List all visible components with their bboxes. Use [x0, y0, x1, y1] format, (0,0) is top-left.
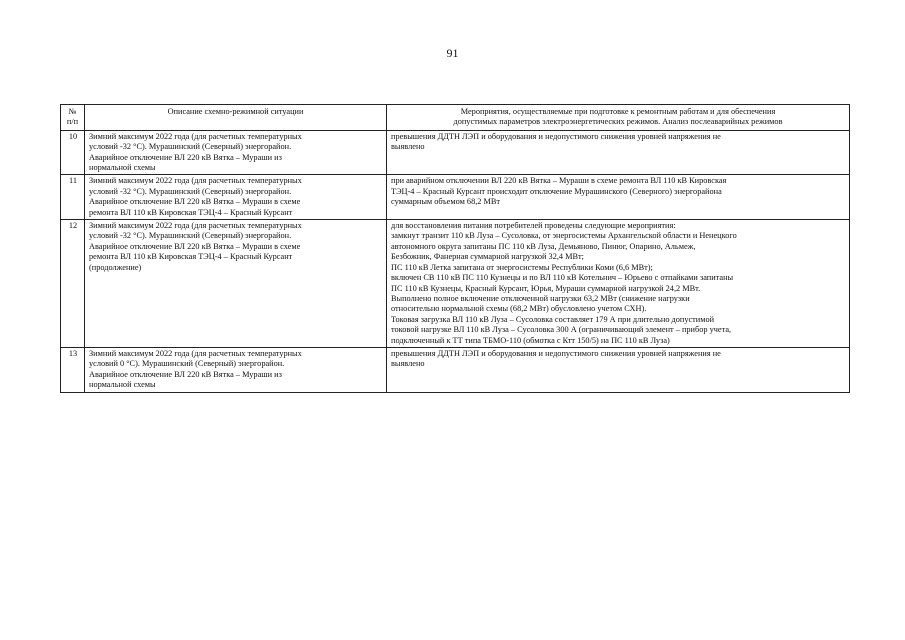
measures-line: подключенный к ТТ типа ТБМО-110 (обмотка с Ктт 150/5) на ПС 110 кВ Луза) — [391, 335, 670, 345]
table-row — [61, 130, 850, 175]
measures-line: ПС 110 кВ Летка запитана от энергосистемы Республики Коми (6,6 МВт); — [391, 262, 653, 272]
description-line: (продолжение) — [89, 262, 142, 272]
table-row — [61, 347, 850, 392]
description-line: ремонта ВЛ 110 кВ Кировская ТЭЦ-4 – Красный Курсант — [89, 207, 293, 217]
table-body — [61, 130, 850, 392]
table-row — [61, 175, 850, 220]
measures-line: включен СВ 110 кВ ПС 110 Кузнецы и по ВЛ 110 кВ Котельнич – Юрьево с отпайками запитаны — [391, 273, 734, 283]
measures-line: выявлено — [391, 142, 425, 152]
header-measures-line-2: допустимых параметров электроэнергетических режимов. Анализ послеаварийных режимов — [453, 117, 783, 127]
measures-line: для восстановления питания потребителей проведены следующие мероприятия: — [391, 221, 676, 231]
row-number: 10 — [61, 130, 85, 175]
description-line: условий -32 °С). Мурашинский (Северный) энергорайон. — [89, 231, 292, 241]
description-line: ремонта ВЛ 110 кВ Кировская ТЭЦ-4 – Красный Курсант — [89, 252, 293, 262]
situation-description — [85, 220, 387, 348]
table-header-row — [61, 105, 850, 131]
measures-line: при аварийном отключении ВЛ 220 кВ Вятка – Мураши в схеме ремонта ВЛ 110 кВ Кировская — [391, 176, 727, 186]
description-line: Аварийное отключение ВЛ 220 кВ Вятка – Мураши в схеме — [89, 197, 301, 207]
description-line: Зимний максимум 2022 года (для расчетных температурных — [89, 348, 302, 358]
measures-line: Токовая загрузка ВЛ 110 кВ Луза – Сусоловка составляет 179 А при длительно допустимой — [391, 314, 715, 324]
header-num-line-1: № — [68, 107, 77, 116]
situation-description — [85, 347, 387, 392]
measures-cell — [387, 175, 850, 220]
description-line: нормальной схемы — [89, 163, 156, 173]
table-row — [61, 220, 850, 348]
description-line: Аварийное отключение ВЛ 220 кВ Вятка – Мураши из — [89, 152, 282, 162]
measures-line: относительно нормальной схемы (68,2 МВт) обусловлено учетом СХН). — [391, 304, 647, 314]
measures-line: замкнут транзит 110 кВ Луза – Сусоловка, от энергосистемы Архангельской области и Ненецкого — [391, 231, 737, 241]
measures-cell — [387, 130, 850, 175]
header-num-line-2: п/п — [66, 117, 79, 127]
header-description-text: Описание схемно-режимной ситуации — [167, 107, 304, 116]
measures-line: Безбожник, Фанерная суммарной нагрузкой 32,4 МВт; — [391, 252, 584, 262]
description-line: Зимний максимум 2022 года (для расчетных температурных — [89, 131, 302, 141]
header-description — [85, 105, 387, 131]
header-measures — [387, 105, 850, 131]
row-number: 11 — [61, 175, 85, 220]
header-num — [61, 105, 85, 131]
measures-line: превышения ДДТН ЛЭП и оборудования и недопустимого снижения уровней напряжения не — [391, 348, 721, 358]
situation-description — [85, 175, 387, 220]
description-line: условий 0 °С). Мурашинский (Северный) энергорайон. — [89, 359, 285, 369]
measures-line: суммарным объемом 68,2 МВт — [391, 197, 501, 207]
measures-line: ПС 110 кВ Кузнецы, Красный Курсант, Юрья, Мураши суммарной нагрузкой 24,2 МВт. — [391, 283, 701, 293]
description-line: Зимний максимум 2022 года (для расчетных температурных — [89, 176, 302, 186]
page-number: 91 — [446, 46, 459, 60]
measures-line: ТЭЦ-4 – Красный Курсант происходит отключение Мурашинского (Северного) энергорайона — [391, 186, 722, 196]
description-line: нормальной схемы — [89, 380, 156, 390]
situation-description — [85, 130, 387, 175]
description-line: условий -32 °С). Мурашинский (Северный) энергорайон. — [89, 142, 292, 152]
measures-line: автономного округа запитаны ПС 110 кВ Луза, Демьяново, Пинюг, Опарино, Альмеж, — [391, 241, 696, 251]
measures-line: превышения ДДТН ЛЭП и оборудования и недопустимого снижения уровней напряжения не — [391, 131, 721, 141]
measures-cell — [387, 220, 850, 348]
measures-line: Выполнено полное включение отключенной нагрузки 63,2 МВт (снижение нагрузки — [391, 293, 690, 303]
measures-cell — [387, 347, 850, 392]
row-number: 12 — [61, 220, 85, 348]
description-line: Зимний максимум 2022 года (для расчетных температурных — [89, 221, 302, 231]
measures-line: выявлено — [391, 359, 425, 369]
description-line: Аварийное отключение ВЛ 220 кВ Вятка – Мураши в схеме — [89, 241, 301, 251]
situations-table — [60, 104, 850, 393]
header-measures-line-1: Мероприятия, осуществляемые при подготовке к ремонтным работам и для обеспечения — [460, 107, 776, 116]
description-line: Аварийное отключение ВЛ 220 кВ Вятка – Мураши из — [89, 369, 282, 379]
description-line: условий -32 °С). Мурашинский (Северный) энергорайон. — [89, 186, 292, 196]
row-number: 13 — [61, 347, 85, 392]
measures-line: токовой нагрузке ВЛ 110 кВ Луза – Сусоловка 300 А (ограничивающий элемент – прибор учета, — [391, 325, 732, 335]
